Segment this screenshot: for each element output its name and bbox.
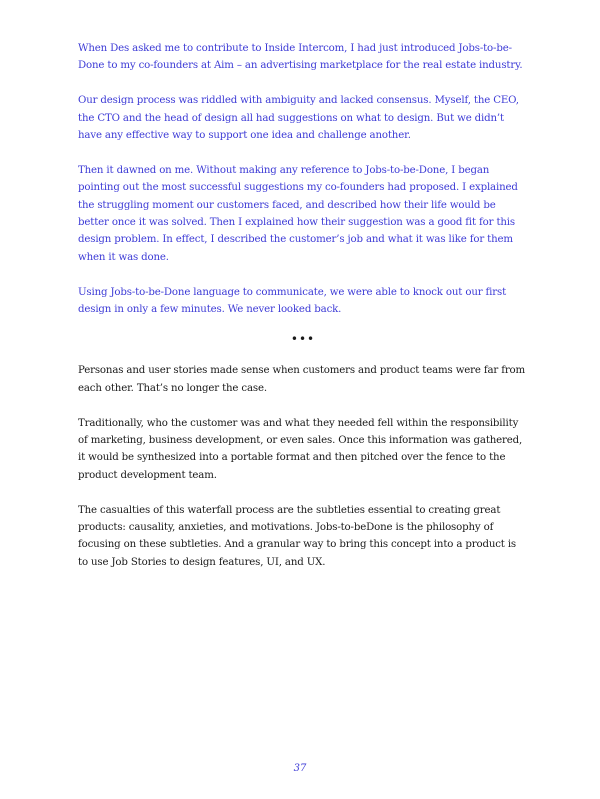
section-separator: ••• — [290, 332, 316, 347]
intro-paragraph-1: When Des asked me to contribute to Inside Intercom, I had just introduced Jobs-to-be-Done to my co-founders at Aim – an advertising marketplace for the real estate industry. — [78, 43, 523, 72]
intro-paragraph-4: Using Jobs-to-be-Done language to communicate, we were able to knock out our first design in only a few minutes. We never looked back. — [78, 286, 507, 316]
intro-section — [78, 40, 528, 318]
body-paragraph-1: Personas and user stories made sense when customers and product teams were far from each other. That’s no longer the case. — [78, 365, 526, 394]
body-paragraph-2: Traditionally, who the customer was and what they needed fell within the responsibility of marketing, business development, or even sales. Once this information was gathered, it would be synthesized into a portable format and then pitched over the fence to the product development team. — [78, 417, 523, 481]
body-paragraph-3: The casualties of this waterfall process are the subtleties essential to creating great products: causality, anxieties, and motivations. Jobs-to-beDone is the philosophy of focusing on these subtleties. And a granular way to bring this concept into a product is to use Job Stories to design features, UI, and UX. — [78, 504, 517, 568]
intro-paragraph-3: Then it dawned on me. Without making any reference to Jobs-to-be-Done, I began pointing out the most successful suggestions my co-founders had proposed. I explained the struggling moment our customers faced, and described how their life would be better once it was solved. Then I explained how their suggestion was a good fit for this design problem. In effect, I described the customer’s job and what it was like for them when it was done. — [78, 164, 518, 263]
body-section — [78, 362, 528, 571]
page-content — [78, 40, 528, 571]
intro-paragraph-2: Our design process was riddled with ambiguity and lacked consensus. Myself, the CEO, the CTO and the head of design all had suggestions on what to design. But we didn’t have any effective way to support one idea and challenge another. — [78, 95, 519, 142]
page-number: 37 — [293, 763, 307, 774]
